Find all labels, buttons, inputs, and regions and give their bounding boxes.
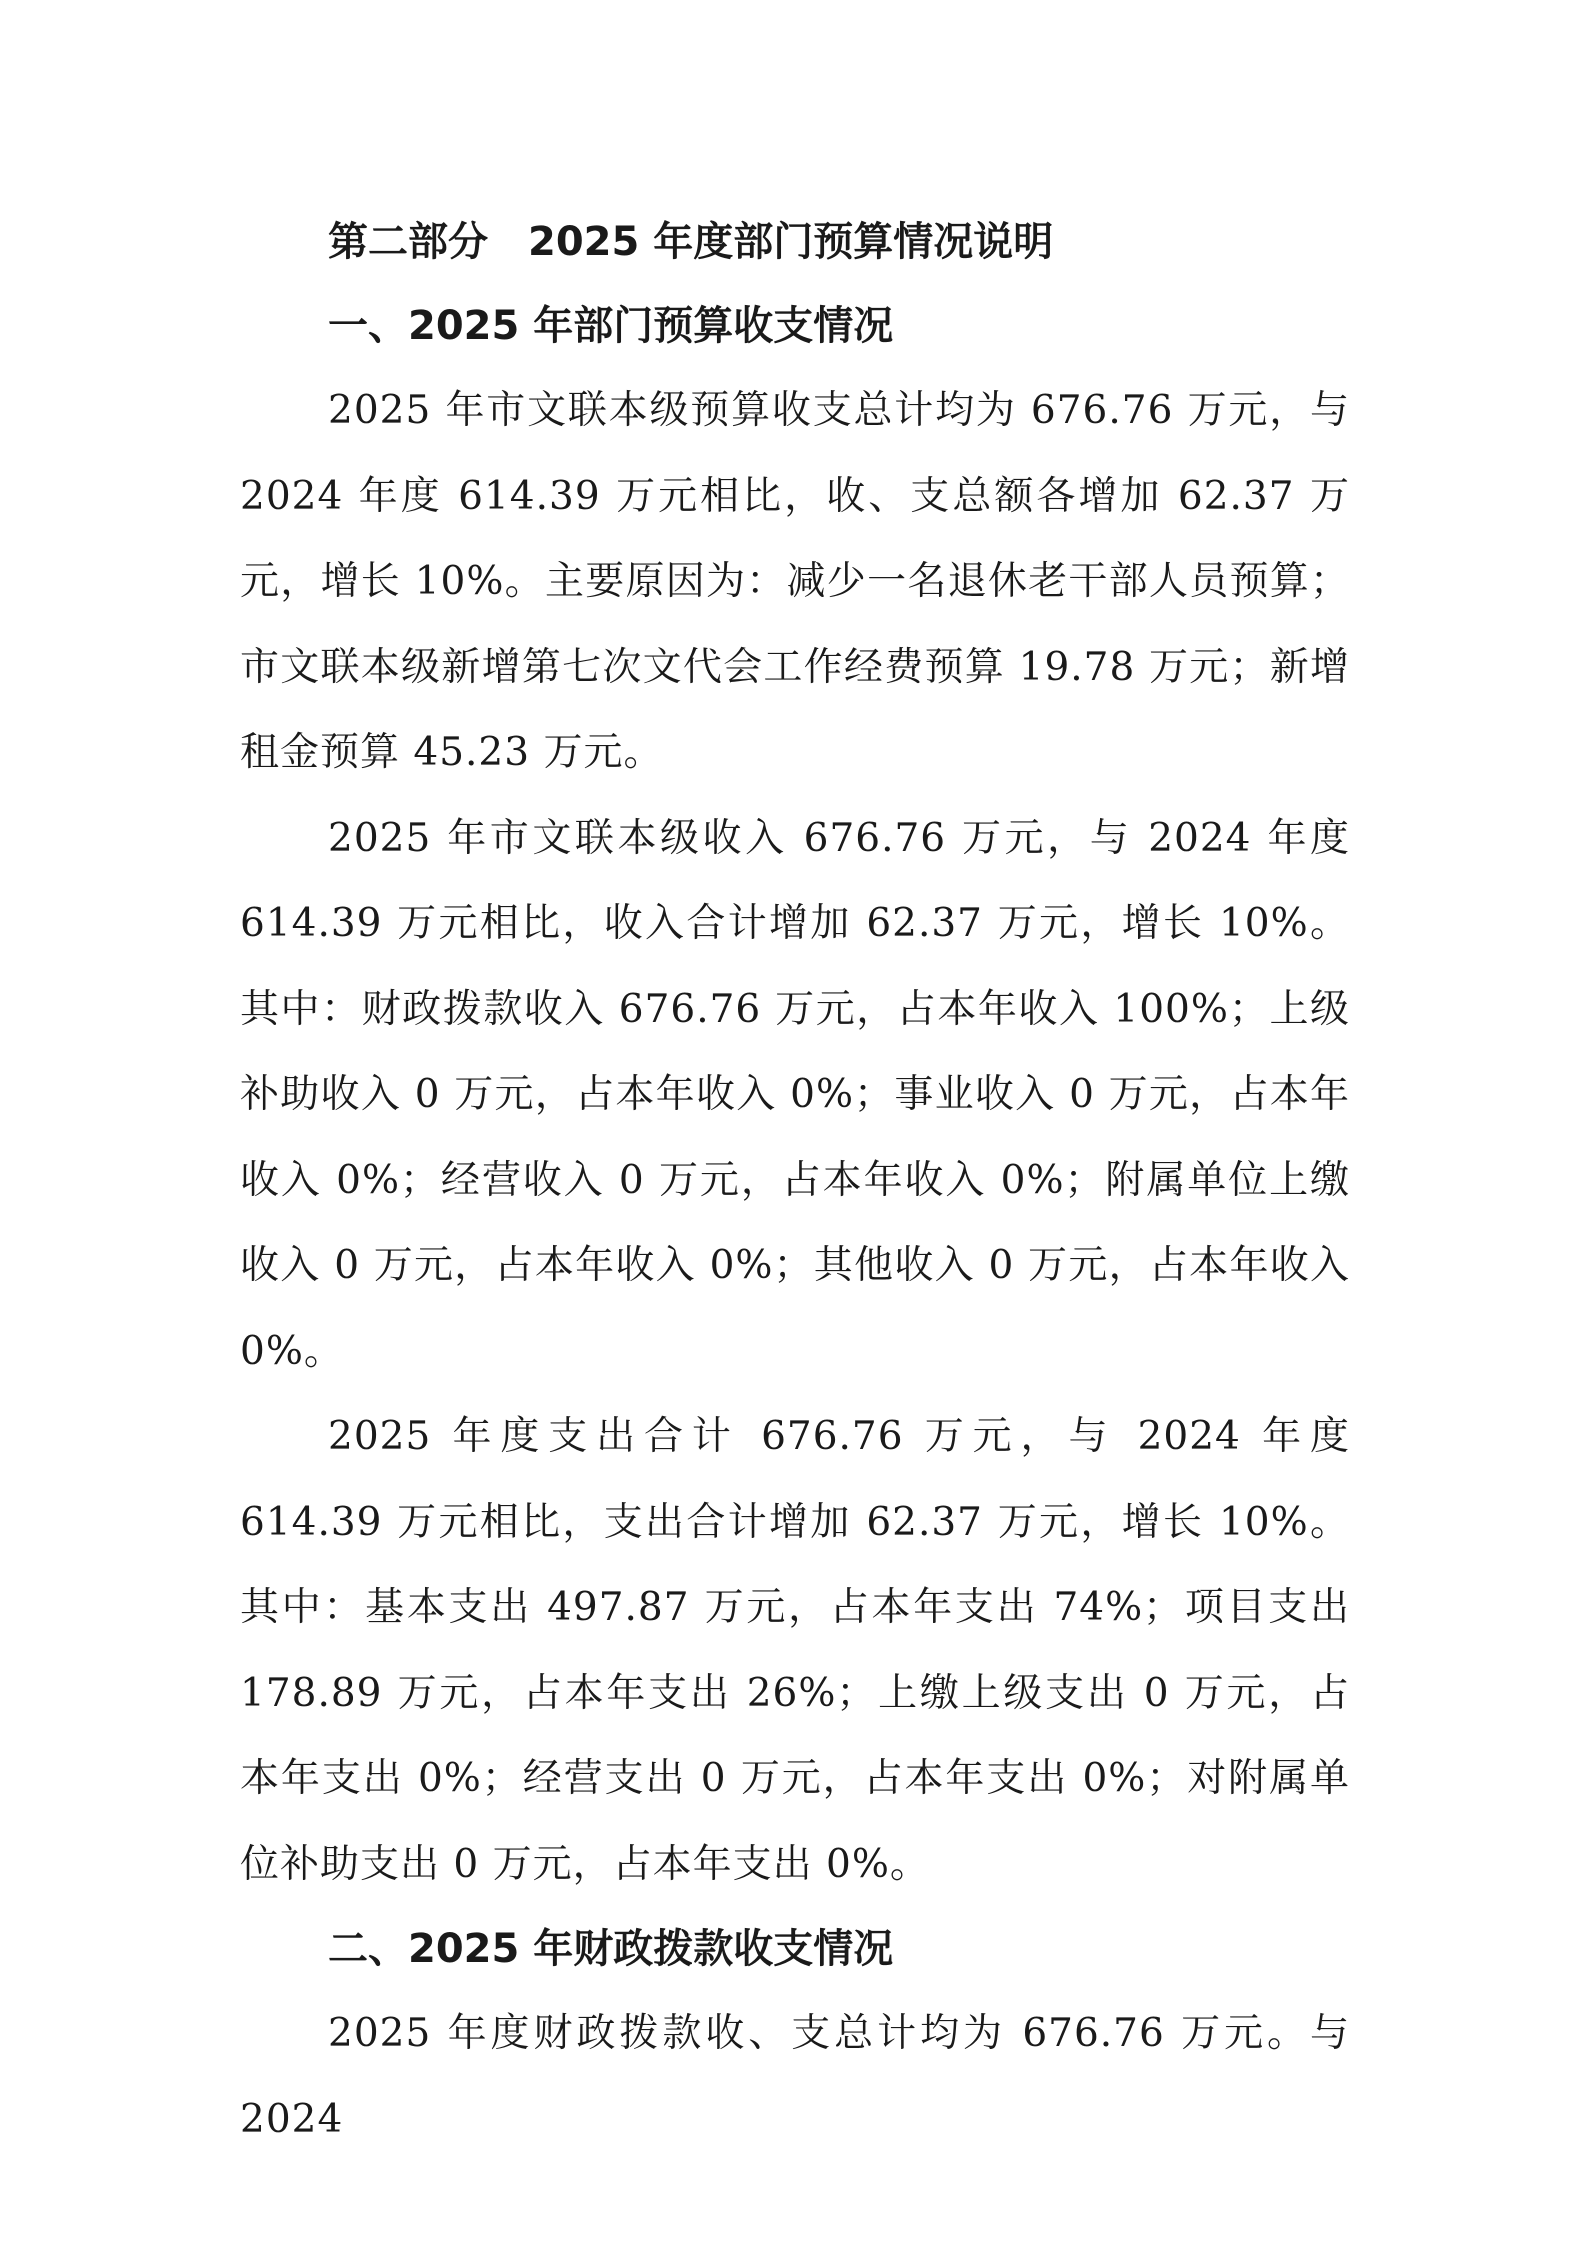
paragraph: 2025 年市文联本级收入 676.76 万元，与 2024 年度 614.39 万元相比，收入合计增加 62.37 万元，增长 10%。其中：财政拨款收入 676.76 万元，占本年收入 100%；上级补助收入 0 万元，占本年收入 0%；事业收入 0 万元，占本年收入 0%；经营收入 0 万元，占本年收入 0%；附属单位上缴收入 0 万元，占本年收入 0%；其他收入 0 万元，占本年收入 0%。 xyxy=(240,815,1350,1374)
section-heading: 一、2025 年部门预算收支情况 xyxy=(328,303,894,349)
document-body xyxy=(240,200,1350,2162)
paragraph: 2025 年度财政拨款收、支总计均为 676.76 万元。与 2024 xyxy=(240,2011,1350,2142)
section-budget-overview xyxy=(240,284,1350,1907)
paragraph: 2025 年度支出合计 676.76 万元，与 2024 年度 614.39 万元相比，支出合计增加 62.37 万元，增长 10%。其中：基本支出 497.87 万元，占本年支出 74%；项目支出 178.89 万元，占本年支出 26%；上缴上级支出 0 万元，占本年支出 0%；经营支出 0 万元，占本年支出 0%；对附属单位补助支出 0 万元，占本年支出 0%。 xyxy=(240,1414,1350,1887)
part-title: 第二部分 2025 年度部门预算情况说明 xyxy=(328,219,1054,265)
section-fiscal-appropriation xyxy=(240,1907,1350,2162)
paragraph: 2025 年市文联本级预算收支总计均为 676.76 万元，与 2024 年度 614.39 万元相比，收、支总额各增加 62.37 万元，增长 10%。主要原因为：减少一名退休老干部人员预算；市文联本级新增第七次文代会工作经费预算 19.78 万元；新增租金预算 45.23 万元。 xyxy=(240,388,1350,775)
section-heading: 二、2025 年财政拨款收支情况 xyxy=(328,1926,894,1972)
